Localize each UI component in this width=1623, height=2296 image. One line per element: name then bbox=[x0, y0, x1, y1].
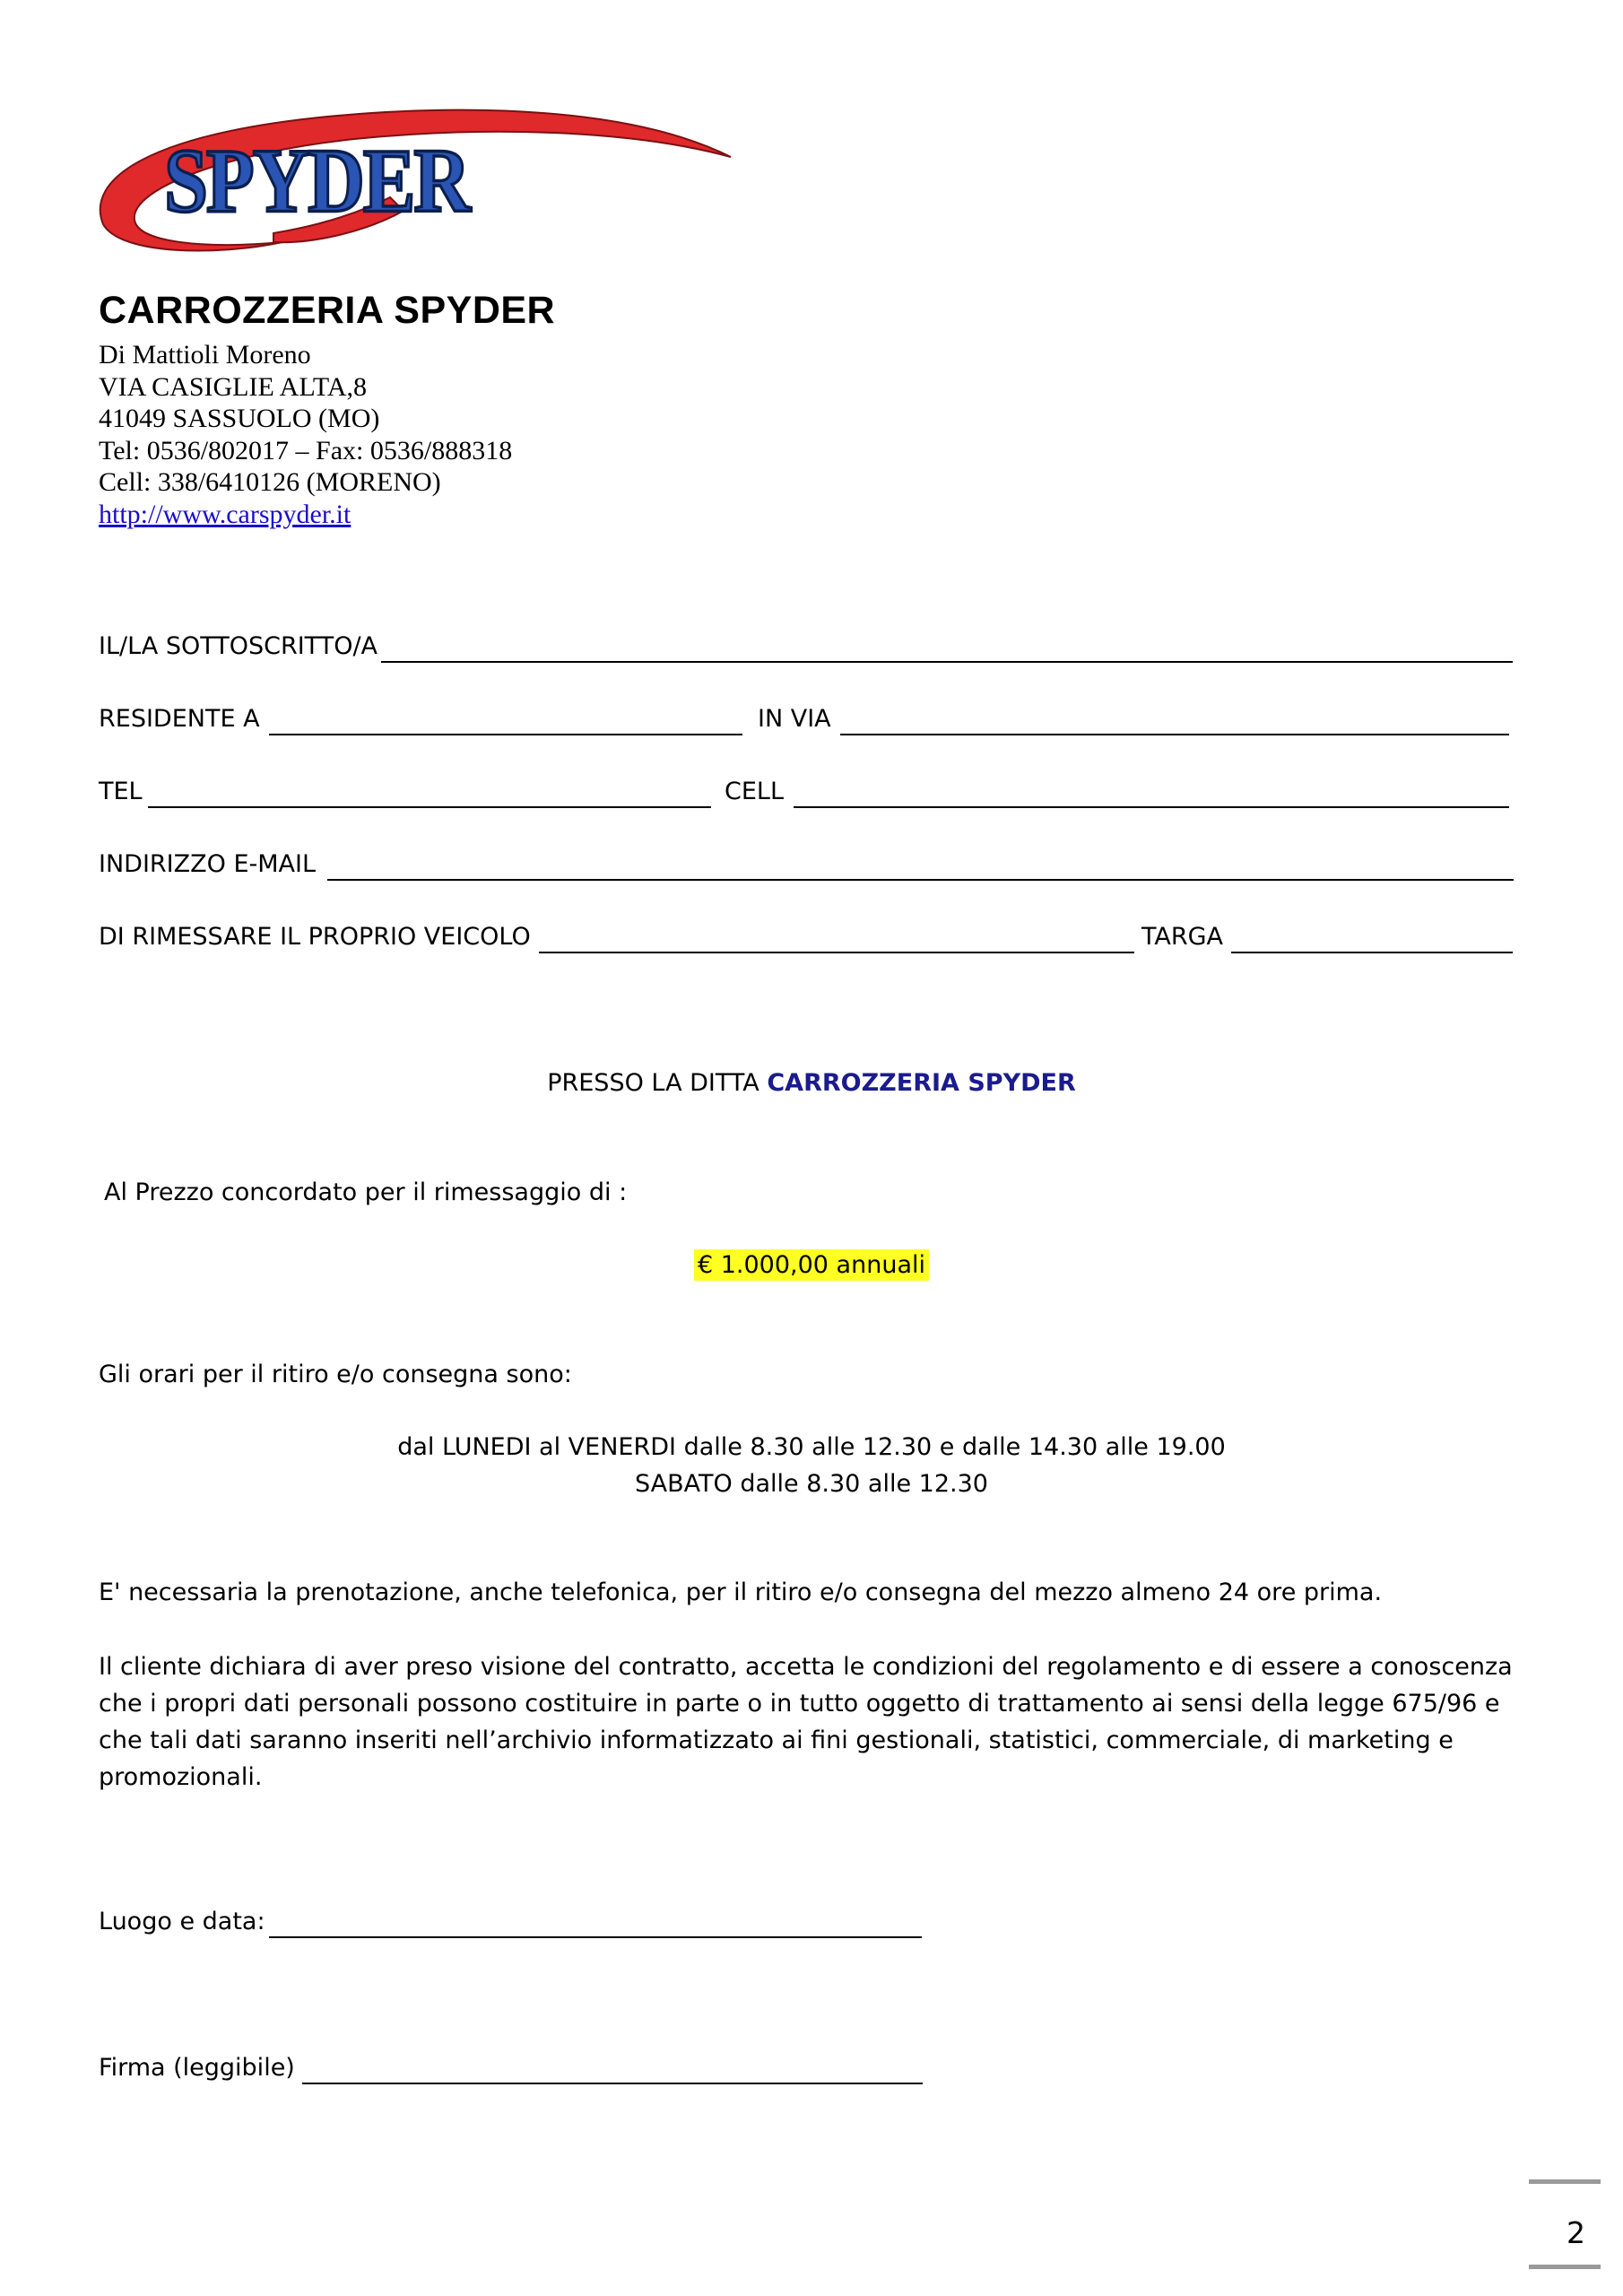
page-number: 2 bbox=[1567, 2215, 1585, 2250]
signature-field[interactable] bbox=[302, 2083, 923, 2084]
resident-label: RESIDENTE A bbox=[99, 705, 260, 733]
price-intro: Al Prezzo concordato per il rimessaggio di : bbox=[104, 1178, 628, 1206]
price-line bbox=[0, 1249, 1623, 1281]
cell-field[interactable] bbox=[794, 806, 1509, 808]
street-label: IN VIA bbox=[758, 705, 831, 733]
company-cell: Cell: 338/6410126 (MORENO) bbox=[99, 467, 441, 497]
spyder-logo bbox=[94, 90, 740, 260]
place-date-label: Luogo e data: bbox=[99, 1908, 265, 1935]
company-phone: Tel: 0536/802017 – Fax: 0536/888318 bbox=[99, 435, 513, 465]
hours-saturday: SABATO dalle 8.30 alle 12.30 bbox=[635, 1470, 988, 1498]
company-owner: Di Mattioli Moreno bbox=[99, 340, 311, 370]
page-number-bar-bottom bbox=[1529, 2265, 1601, 2269]
company-street: VIA CASIGLIE ALTA,8 bbox=[99, 371, 367, 402]
consent-line: che i propri dati personali possono costituire in parte o in tutto oggetto di trattamento ai sensi della legge 675/96 e bbox=[99, 1690, 1500, 1718]
street-field[interactable] bbox=[840, 734, 1509, 735]
presso-company: CARROZZERIA SPYDER bbox=[767, 1069, 1076, 1097]
vehicle-label: DI RIMESSARE IL PROPRIO VEICOLO bbox=[99, 923, 531, 951]
company-city: 41049 SASSUOLO (MO) bbox=[99, 404, 380, 433]
signature-label: Firma (leggibile) bbox=[99, 2054, 295, 2082]
consent-line: Il cliente dichiara di aver preso visione del contratto, accetta le condizioni del regolamento e di essere a conoscenza bbox=[99, 1653, 1513, 1681]
email-field[interactable] bbox=[327, 879, 1514, 881]
consent-line: promozionali. bbox=[99, 1763, 263, 1791]
tel-label: TEL bbox=[99, 778, 143, 805]
resident-city-field[interactable] bbox=[269, 734, 742, 735]
cell-label: CELL bbox=[725, 778, 784, 805]
plate-field[interactable] bbox=[1231, 952, 1513, 953]
vehicle-field[interactable] bbox=[539, 952, 1134, 953]
consent-paragraph bbox=[99, 1648, 1533, 1796]
undersigned-field[interactable] bbox=[381, 661, 1513, 663]
page-number-bar-top bbox=[1529, 2179, 1601, 2184]
consent-line: che tali dati saranno inseriti nell’archivio informatizzato ai fini gestionali, statistici, commerciale, di marketing e bbox=[99, 1726, 1454, 1754]
company-name: CARROZZERIA SPYDER bbox=[99, 289, 556, 332]
undersigned-label: IL/LA SOTTOSCRITTO/A bbox=[99, 632, 378, 660]
logo-text: SPYDER bbox=[164, 131, 469, 232]
presso-line bbox=[0, 1069, 1623, 1097]
plate-label: TARGA bbox=[1141, 923, 1224, 951]
presso-prefix: PRESSO LA DITTA bbox=[547, 1069, 768, 1097]
email-label: INDIRIZZO E-MAIL bbox=[99, 850, 317, 878]
hours-weekdays: dal LUNEDI al VENERDI dalle 8.30 alle 12.30 e dalle 14.30 alle 19.00 bbox=[397, 1433, 1226, 1461]
company-website-link[interactable]: http://www.carspyder.it bbox=[99, 499, 352, 529]
booking-note: E' necessaria la prenotazione, anche telefonica, per il ritiro e/o consegna del mezzo almeno 24 ore prima. bbox=[99, 1578, 1383, 1606]
place-date-field[interactable] bbox=[269, 1936, 922, 1938]
tel-field[interactable] bbox=[148, 806, 711, 808]
company-address bbox=[99, 339, 512, 530]
price-highlight: € 1.000,00 annuali bbox=[694, 1249, 929, 1281]
hours-intro: Gli orari per il ritiro e/o consegna sono: bbox=[99, 1361, 572, 1388]
